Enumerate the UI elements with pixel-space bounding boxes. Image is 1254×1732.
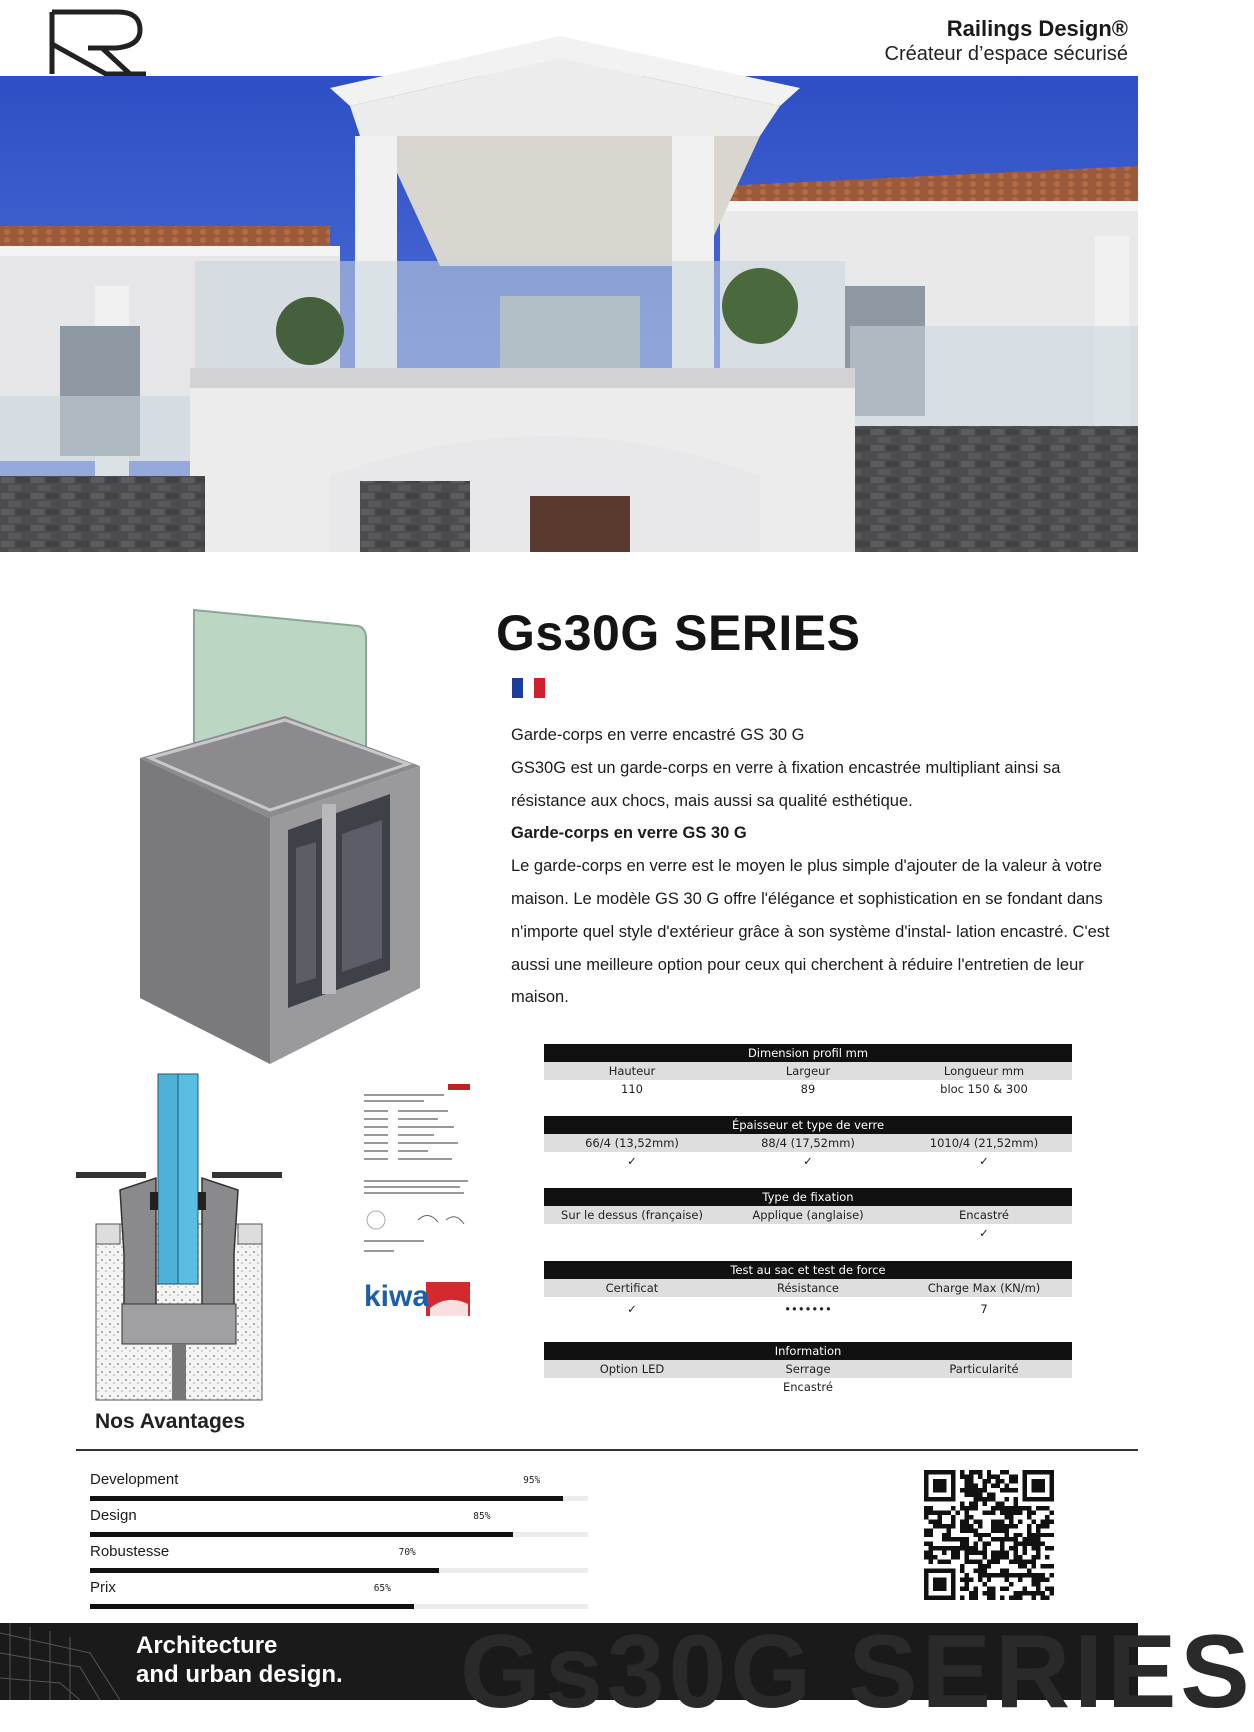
spec-cell bbox=[544, 1378, 720, 1396]
footer-tagline bbox=[136, 1631, 343, 1689]
product-description bbox=[511, 719, 1111, 1014]
desc-subheading: Garde-corps en verre GS 30 G bbox=[511, 824, 747, 843]
flag-stripe-white bbox=[523, 678, 534, 698]
spec-table-dimensions bbox=[544, 1044, 1072, 1098]
advantage-fill bbox=[90, 1604, 414, 1609]
kiwa-logo-text: kiwa bbox=[364, 1280, 430, 1313]
advantage-bar bbox=[90, 1507, 588, 1532]
spec-cell bbox=[544, 1224, 720, 1242]
spec-cell: ✓ bbox=[803, 1154, 813, 1168]
advantage-percent: 65% bbox=[373, 1583, 391, 1594]
advantage-label: Prix bbox=[90, 1579, 116, 1596]
brand-block bbox=[885, 16, 1128, 66]
spec-cell: ✓ bbox=[627, 1302, 637, 1316]
section-divider bbox=[76, 1449, 1138, 1451]
footer-banner bbox=[0, 1614, 1254, 1730]
spec-cell: ✓ bbox=[979, 1226, 989, 1240]
spec-col-header: Largeur bbox=[785, 1064, 831, 1078]
advantage-fill bbox=[90, 1496, 563, 1501]
spec-table-value-row bbox=[544, 1297, 1072, 1321]
advantage-fill bbox=[90, 1568, 439, 1573]
footer-watermark: Gs30G SERIES bbox=[460, 1614, 1254, 1730]
spec-table-title: Épaisseur et type de verre bbox=[544, 1116, 1072, 1134]
kiwa-logo bbox=[360, 1278, 472, 1318]
spec-table-header-row bbox=[544, 1279, 1072, 1297]
spec-table-title: Dimension profil mm bbox=[544, 1044, 1072, 1062]
advantage-percent: 85% bbox=[473, 1511, 491, 1522]
spec-col-header: Option LED bbox=[599, 1362, 665, 1376]
advantage-label: Development bbox=[90, 1471, 179, 1488]
spec-cell: ✓ bbox=[627, 1154, 637, 1168]
spec-cell: 110 bbox=[621, 1082, 643, 1096]
spec-col-header: 1010/4 (21,52mm) bbox=[929, 1136, 1039, 1150]
spec-col-header: 88/4 (17,52mm) bbox=[761, 1136, 855, 1150]
desc-line-1: Garde-corps en verre encastré GS 30 G bbox=[511, 726, 805, 744]
spec-table-glass bbox=[544, 1116, 1072, 1170]
desc-line-2: GS30G est un garde-corps en verre à fixation encastrée multipliant ainsi sa résistance aux chocs, mais aussi sa qualité esthétique. bbox=[511, 758, 1061, 810]
flag-stripe-red bbox=[534, 678, 545, 698]
spec-table-title: Type de fixation bbox=[544, 1188, 1072, 1206]
spec-cell: Encastré bbox=[783, 1380, 833, 1394]
spec-col-header: Longueur mm bbox=[943, 1064, 1025, 1078]
spec-cell: 89 bbox=[800, 1082, 816, 1096]
spec-col-header: Charge Max (KN/m) bbox=[927, 1281, 1041, 1295]
desc-line-3: Le garde-corps en verre est le moyen le plus simple d'ajouter de la valeur à votre maison. Le modèle GS 30 G offre l'élégance et sophistication en se fondant dans n'importe quel style d'extérieur grâce à son système d'instal- lation encastré. C'est aussi une meilleure option pour ceux qui cherchent à réduire l'entretien de leur maison. bbox=[511, 857, 1110, 1007]
spec-col-header: Serrage bbox=[785, 1362, 831, 1376]
spec-cell: ✓ bbox=[979, 1154, 989, 1168]
spec-table-header-row bbox=[544, 1206, 1072, 1224]
spec-table-header-row bbox=[544, 1062, 1072, 1080]
spec-table-value-row bbox=[544, 1378, 1072, 1396]
spec-col-header: Encastré bbox=[959, 1208, 1009, 1222]
spec-table-value-row bbox=[544, 1080, 1072, 1098]
qr-code[interactable] bbox=[924, 1470, 1054, 1600]
advantage-track bbox=[90, 1568, 588, 1573]
profile-section-drawing bbox=[76, 1074, 282, 1400]
spec-cell: bloc 150 & 300 bbox=[940, 1082, 1028, 1096]
advantage-bar bbox=[90, 1471, 588, 1496]
advantage-label: Robustesse bbox=[90, 1543, 170, 1560]
advantage-track bbox=[90, 1496, 588, 1501]
footer-tagline-line2: and urban design. bbox=[136, 1661, 343, 1688]
company-logo bbox=[48, 8, 148, 76]
spec-table-value-row bbox=[544, 1152, 1072, 1170]
advantage-track bbox=[90, 1532, 588, 1537]
spec-col-header: Certificat bbox=[605, 1281, 659, 1295]
spec-col-header: Hauteur bbox=[608, 1064, 656, 1078]
product-title: Gs30G SERIES bbox=[496, 605, 861, 661]
advantage-percent: 95% bbox=[523, 1475, 541, 1486]
spec-table-information bbox=[544, 1342, 1072, 1396]
advantage-bar bbox=[90, 1579, 588, 1604]
gs30g-product-render bbox=[110, 598, 430, 1068]
footer-architecture-lines bbox=[0, 1623, 140, 1700]
spec-cell: 7 bbox=[980, 1302, 988, 1316]
flag-stripe-blue bbox=[512, 678, 523, 698]
spec-cell: ••••••• bbox=[784, 1302, 832, 1316]
advantage-track bbox=[90, 1604, 588, 1609]
advantages-title: Nos Avantages bbox=[95, 1410, 246, 1433]
advantage-bar bbox=[90, 1543, 588, 1568]
spec-col-header: Sur le dessus (française) bbox=[561, 1208, 703, 1222]
spec-table-title: Test au sac et test de force bbox=[544, 1261, 1072, 1279]
spec-cell bbox=[720, 1224, 896, 1242]
spec-col-header: Applique (anglaise) bbox=[752, 1208, 864, 1222]
spec-table-title: Information bbox=[544, 1342, 1072, 1360]
spec-table-tests bbox=[544, 1261, 1072, 1321]
advantage-percent: 70% bbox=[398, 1547, 416, 1558]
certificate-document bbox=[358, 1080, 474, 1260]
advantage-label: Design bbox=[90, 1507, 137, 1524]
spec-cell bbox=[896, 1378, 1072, 1396]
spec-table-header-row bbox=[544, 1134, 1072, 1152]
spec-table-fixing bbox=[544, 1188, 1072, 1242]
spec-table-header-row bbox=[544, 1360, 1072, 1378]
footer-tagline-line1: Architecture bbox=[136, 1632, 278, 1659]
brand-tagline: Créateur d’espace sécurisé bbox=[884, 43, 1128, 65]
spec-col-header: Particularité bbox=[949, 1362, 1019, 1376]
brand-name: Railings Design® bbox=[946, 16, 1128, 41]
french-flag-icon bbox=[512, 678, 545, 698]
spec-col-header: Résistance bbox=[777, 1281, 839, 1295]
advantage-fill bbox=[90, 1532, 513, 1537]
hero-house-photo bbox=[0, 76, 1138, 552]
spec-table-value-row bbox=[544, 1224, 1072, 1242]
spec-col-header: 66/4 (13,52mm) bbox=[585, 1136, 679, 1150]
